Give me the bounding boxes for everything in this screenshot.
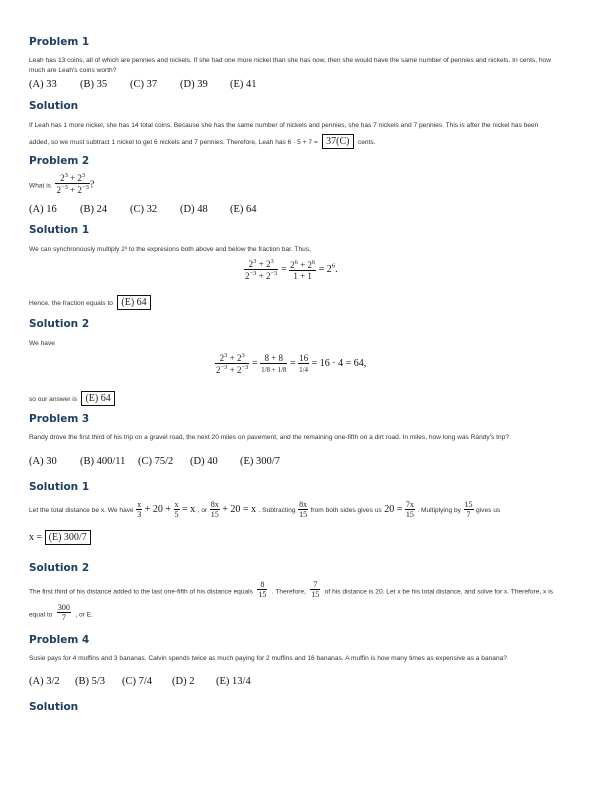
problem-2-solution-2-equation: $\frac{2^3 + 2^3}{2^{-3} + 2^{-3}}$ = $\frac{8 + 8}{1/8 + 1/8}$ = $\frac{16}{1/4}$ = 16 · 4 = 64, — [216, 352, 367, 375]
solution-text: , or — [197, 506, 208, 514]
solution-text: . Multiplying by — [417, 506, 461, 514]
solution-text: from both sides gives us — [310, 506, 382, 514]
problem-1-solution-line-2 — [29, 131, 376, 149]
problem-2-solution-2-conclusion — [29, 388, 115, 406]
problem-1-text-line-1: Leah has 13 coins, all of which are pennies and nickels. If she had one more nickel than she has now, then she would have the same number of pennies and nickels. In cents, how — [29, 57, 551, 64]
conclusion-text: Hence, the fraction equals to — [29, 300, 113, 307]
problem-3-solution-1-answer: x = (E) 300/7 — [29, 527, 91, 545]
problem-2-solution-1-equation: $\frac{2^3 + 2^3}{2^{-3} + 2^{-3}}$ = $\frac{2^6 + 2^6}{1 + 1}$ = $2^6$. — [245, 258, 338, 281]
solution-text: equal to — [29, 611, 53, 619]
choice: (D) 2 — [172, 676, 195, 687]
choice: (D) 40 — [190, 456, 218, 467]
solution-text: . Therefore, — [271, 588, 306, 596]
solution-tail: cents. — [357, 139, 376, 146]
problem-3-solution-1-line-1: Let the total distance be x. We have $\frac{x}{3}$ + 20 + $\frac{x}{5}$ = x , or $\frac{8x}{15}$ + 20 = x . Subtracting $\frac{8x}{15}$ from both sides gives us 20 = $\frac{7x}{15}$ . Multiplying by $\frac{15}{7}$ gives us — [29, 500, 501, 519]
boxed-answer: (E) 64 — [117, 295, 150, 310]
choice: (A) 16 — [29, 204, 57, 215]
solution-text: , or E. — [75, 611, 93, 619]
choice: (E) 13/4 — [216, 676, 251, 687]
choice: (B) 5/3 — [75, 676, 106, 687]
problem-3-text: Randy drove the first third of his trip on a gravel road, the next 20 miles on pavement, and the remaining one-fifth on a dirt road. In miles, how long was Randy's trip? — [29, 434, 509, 441]
choice: (C) 7/4 — [122, 676, 153, 687]
choice: (C) 32 — [130, 204, 158, 215]
problem-3-solution-2-line-2: equal to $\frac{300}{7}$ , or E. — [29, 603, 93, 622]
problem-2-solution-1-text: We can synchronously multiply 2³ to the expresions both above and below the fraction bar. Thus, — [29, 246, 311, 253]
choice: (E) 300/7 — [240, 456, 280, 467]
choice: (B) 400/11 — [80, 456, 126, 467]
boxed-answer: (E) 64 — [81, 391, 114, 406]
choice: (A) 33 — [29, 79, 57, 90]
problem-2-solution-2-text: We have — [29, 340, 55, 347]
choice: (B) 24 — [80, 204, 108, 215]
problem-1-text-line-2: much are Leah's coins worth? — [29, 67, 117, 74]
question-text: What is — [29, 182, 51, 190]
solution-text: gives us — [476, 506, 501, 514]
problem-2-solution-1-conclusion — [29, 292, 151, 310]
solution-text: The first third of his distance added to the last one-fifth of his distance equals — [29, 588, 253, 596]
problem-4-solution-title: Solution — [29, 701, 79, 713]
solution-text: added, so we must subtract 1 nickel to get 6 nickels and 7 pennies. Therefore, Leah has 6 · 5 + 7 = — [29, 139, 318, 146]
choice: (A) 30 — [29, 456, 57, 467]
choice: (C) 75/2 — [138, 456, 174, 467]
choice: (E) 64 — [230, 204, 257, 215]
problem-3-solution-2-title: Solution 2 — [29, 562, 90, 574]
solution-text: of his distance is 20. Let x be his total distance, and solve for x. Therefore, x is — [324, 588, 553, 596]
choice: (D) 39 — [180, 79, 208, 90]
problem-1-solution-title: Solution — [29, 100, 79, 112]
problem-2-solution-2-title: Solution 2 — [29, 318, 90, 330]
choice: (E) 41 — [230, 79, 257, 90]
choice: (D) 48 — [180, 204, 208, 215]
choice: (A) 3/2 — [29, 676, 60, 687]
boxed-answer: (E) 300/7 — [45, 530, 91, 545]
solution-text: . Subtracting — [258, 506, 296, 514]
problem-3-title: Problem 3 — [29, 413, 90, 425]
conclusion-text: so our answer is — [29, 396, 78, 403]
question-fraction: $\frac{2^3 + 2^3}{2^{-3} + 2^{-3}}$ — [56, 172, 89, 195]
boxed-answer: 37(C) — [322, 134, 353, 149]
problem-2-title: Problem 2 — [29, 155, 90, 167]
problem-4-text: Susie pays for 4 muffins and 3 bananas. Calvin spends twice as much paying for 2 muffins and 16 bananas. A muffin is how many times as expensive as a banana? — [29, 655, 507, 662]
solution-text: Let the total distance be x. We have — [29, 506, 134, 514]
problem-1-solution-line-1: If Leah has 1 more nickel, she has 14 total coins. Because she has the same number of nickels and pennies, she has 7 nickels and 7 pennies. This is after the nickel has been — [29, 122, 539, 129]
problem-3-solution-1-title: Solution 1 — [29, 481, 90, 493]
choice: (C) 37 — [130, 79, 158, 90]
problem-1-title: Problem 1 — [29, 36, 90, 48]
choice: (B) 35 — [80, 79, 108, 90]
problem-3-solution-2-line-1: The first third of his distance added to the last one-fifth of his distance equals $\frac{8}{15}$ . Therefore, $\frac{7}{15}$ of his distance is 20. Let x be his total distance, and solve for x. Therefore, x is — [29, 580, 553, 599]
problem-2-question — [29, 172, 94, 195]
question-mark: ? — [89, 179, 95, 191]
problem-2-solution-1-title: Solution 1 — [29, 224, 90, 236]
problem-4-title: Problem 4 — [29, 634, 90, 646]
